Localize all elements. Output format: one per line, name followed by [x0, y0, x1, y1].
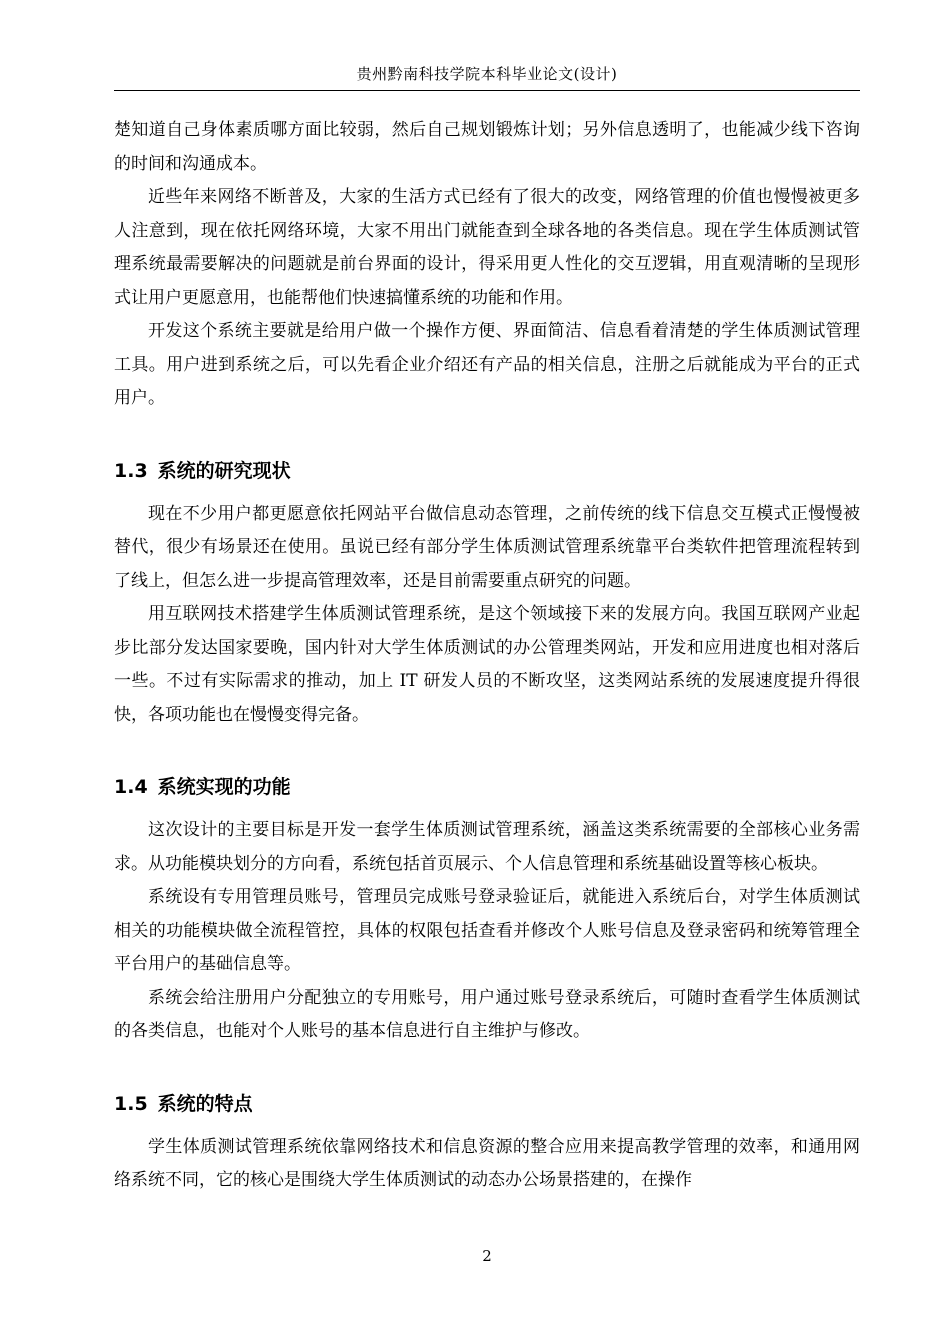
- paragraph: 楚知道自己身体素质哪方面比较弱，然后自己规划锻炼计划；另外信息透明了，也能减少线下咨询的时间和沟通成本。: [114, 120, 860, 174]
- paragraph: 近些年来网络不断普及，大家的生活方式已经有了很大的改变，网络管理的价值也慢慢被更多人注意到，现在依托网络环境，大家不用出门就能查到全球各地的各类信息。现在学生体质测试管理系统最需要解决的问题就是前台界面的设计，得采用更人性化的交互逻辑，用直观清晰的呈现形式让用户更愿意用，也能帮他们快速搞懂系统的功能和作用。: [114, 187, 860, 308]
- paragraph: 开发这个系统主要就是给用户做一个操作方便、界面简洁、信息看着清楚的学生体质测试管理工具。用户进到系统之后，可以先看企业介绍还有产品的相关信息，注册之后就能成为平台的正式用户。: [114, 321, 860, 408]
- paragraph: 用互联网技术搭建学生体质测试管理系统，是这个领域接下来的发展方向。我国互联网产业起步比部分发达国家要晚，国内针对大学生体质测试的办公管理类网站，开发和应用进度也相对落后一些。不过有实际需求的推动，加上 IT 研发人员的不断攻坚，这类网站系统的发展速度提升得很快，各项功能也在慢慢变得完备。: [114, 604, 860, 725]
- paragraph: 现在不少用户都更愿意依托网站平台做信息动态管理，之前传统的线下信息交互模式正慢慢被替代，很少有场景还在使用。虽说已经有部分学生体质测试管理系统靠平台类软件把管理流程转到了线上，但怎么进一步提高管理效率，还是目前需要重点研究的问题。: [114, 503, 860, 591]
- page-header: 贵州黔南科技学院本科毕业论文(设计): [356, 65, 618, 83]
- section-heading-1-3: [114, 456, 860, 486]
- section-number: 1.4: [114, 776, 148, 798]
- section-number: 1.3: [114, 459, 148, 482]
- section-number: 1.5: [114, 1092, 148, 1115]
- section-title: 系统的研究现状: [157, 459, 291, 482]
- paragraph: 这次设计的主要目标是开发一套学生体质测试管理系统，涵盖这类系统需要的全部核心业务需求。从功能模块划分的方向看，系统包括首页展示、个人信息管理和系统基础设置等核心板块。: [114, 820, 860, 874]
- paragraph: 系统设有专用管理员账号，管理员完成账号登录验证后，就能进入系统后台，对学生体质测试相关的功能模块做全流程管控，具体的权限包括查看并修改个人账号信息及登录密码和统筹管理全平台用户的基础信息等。: [114, 887, 860, 974]
- paragraph: 学生体质测试管理系统依靠网络技术和信息资源的整合应用来提高教学管理的效率，和通用网络系统不同，它的核心是围绕大学生体质测试的动态办公场景搭建的，在操作: [114, 1136, 860, 1190]
- section-title: 系统的特点: [157, 1092, 253, 1115]
- header-rule: [114, 90, 860, 91]
- section-title: 系统实现的功能: [157, 776, 291, 798]
- page-number: 2: [482, 1247, 492, 1265]
- section-heading-1-5: [114, 1089, 860, 1119]
- body-text: [114, 114, 860, 1198]
- paragraph: 系统会给注册用户分配独立的专用账号，用户通过账号登录系统后，可随时查看学生体质测试的各类信息，也能对个人账号的基本信息进行自主维护与修改。: [114, 987, 860, 1041]
- section-heading-1-4: [114, 772, 860, 802]
